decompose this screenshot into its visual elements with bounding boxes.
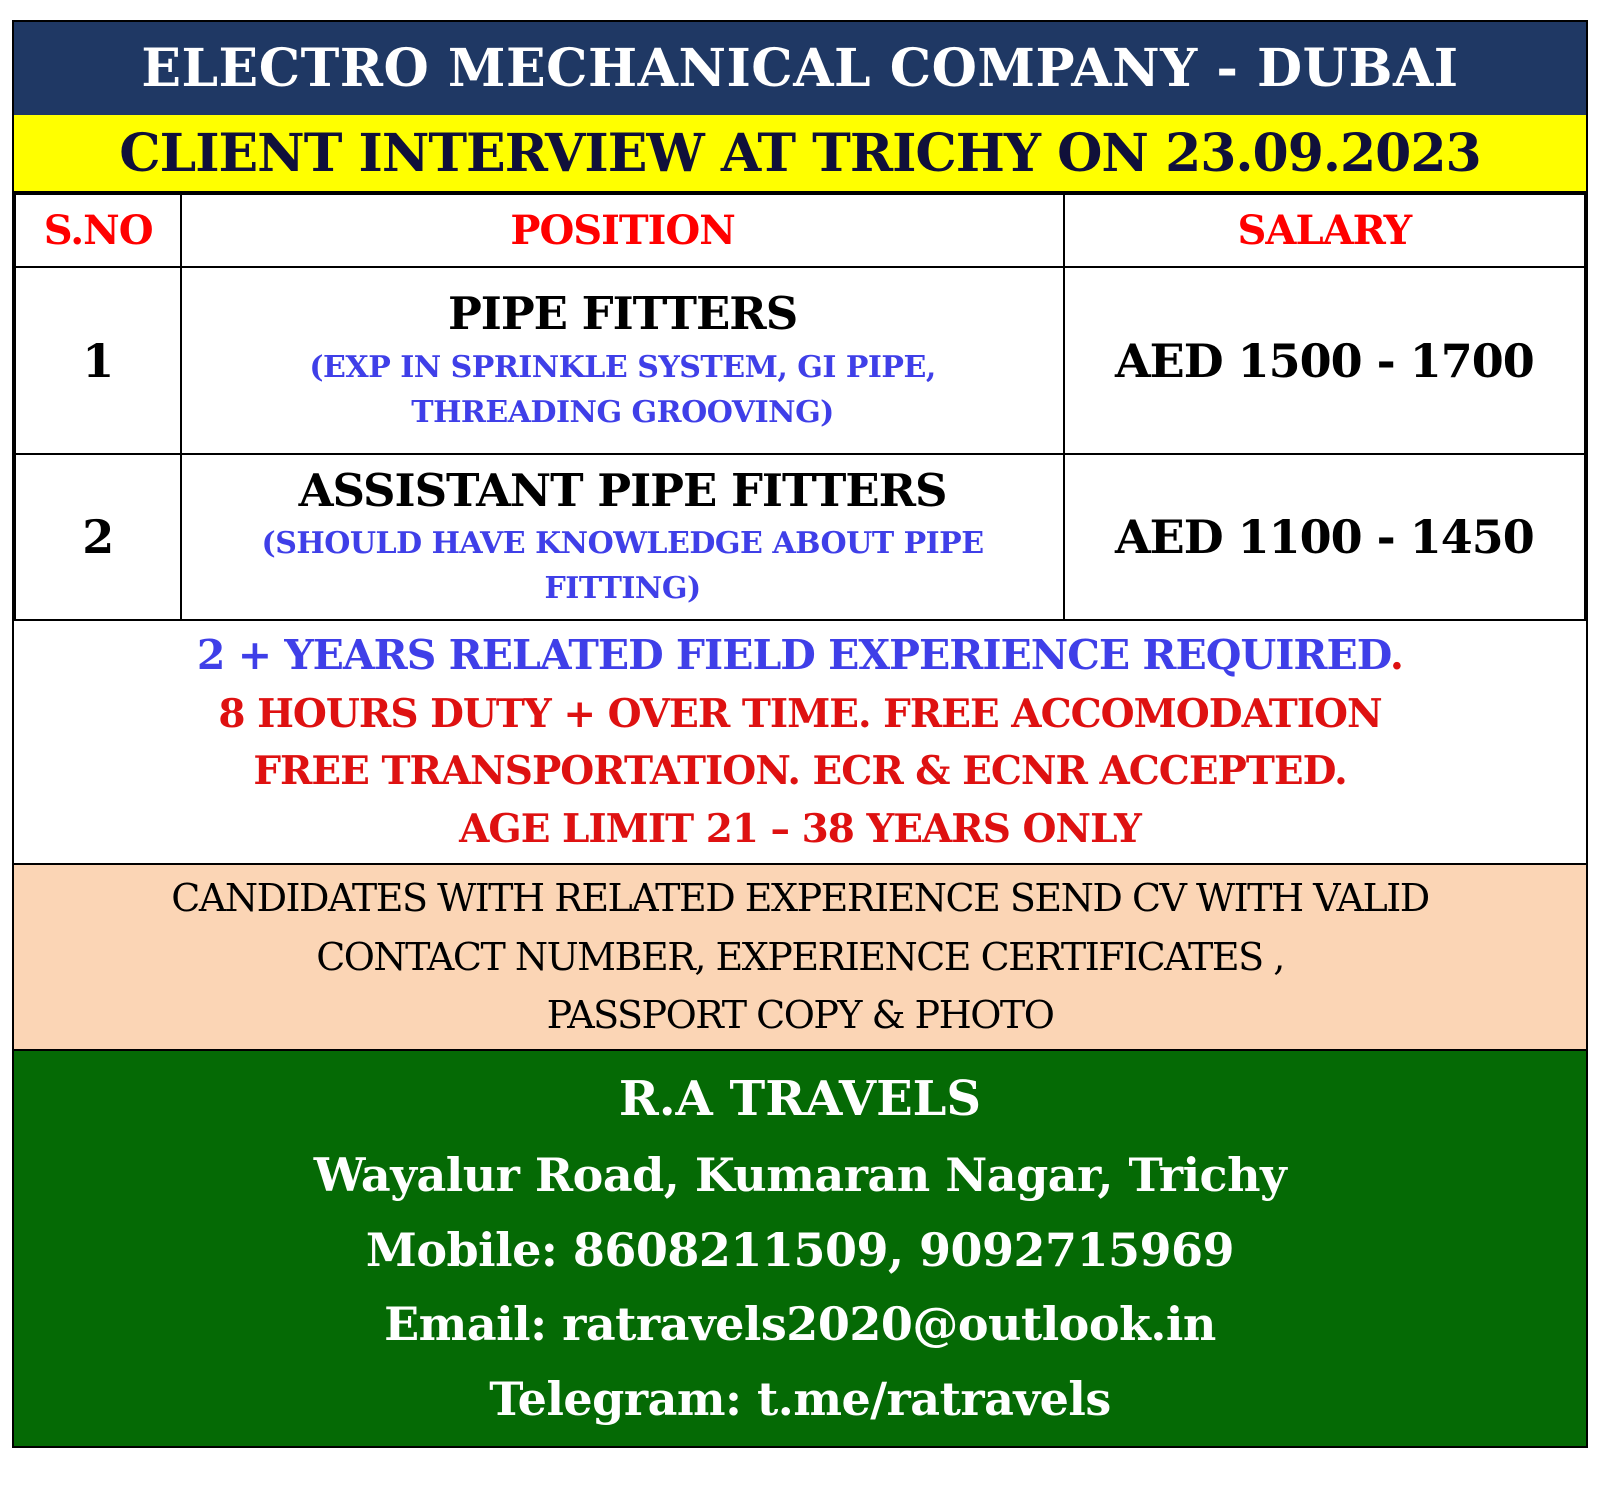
age-limit-line: AGE LIMIT 21 – 38 YEARS ONLY (459, 806, 1141, 853)
agency-name: R.A TRAVELS (618, 1070, 982, 1127)
row-position-cell (181, 454, 1063, 620)
cv-instruction-line: PASSPORT COPY & PHOTO (546, 993, 1054, 1038)
cv-instruction-line: CONTACT NUMBER, EXPERIENCE CERTIFICATES , (316, 934, 1284, 979)
row-position-cell (181, 267, 1063, 454)
positions-table (14, 193, 1586, 621)
job-advert-poster (12, 20, 1588, 1448)
column-header-salary: SALARY (1064, 194, 1585, 267)
experience-required-text: 2 + YEARS RELATED FIELD EXPERIENCE REQUIRED (196, 631, 1390, 680)
column-header-sno: S.NO (15, 194, 181, 267)
agency-footer (14, 1051, 1586, 1446)
agency-telegram: Telegram: t.me/ratravels (489, 1371, 1111, 1426)
interview-notice-banner: CLIENT INTERVIEW AT TRICHY ON 23.09.2023 (14, 115, 1586, 193)
cv-instructions-section (14, 865, 1586, 1051)
agency-mobile: Mobile: 8608211509, 9092715969 (365, 1222, 1235, 1277)
row-salary: AED 1500 - 1700 (1064, 267, 1585, 454)
column-header-position: POSITION (181, 194, 1063, 267)
table-row (15, 267, 1585, 454)
row-sno: 2 (15, 454, 181, 620)
agency-email: Email: ratravels2020@outlook.in (384, 1297, 1216, 1352)
company-banner: ELECTRO MECHANICAL COMPANY - DUBAI (14, 22, 1586, 115)
requirements-section (14, 621, 1586, 865)
transport-ecr-line: FREE TRANSPORTATION. ECR & ECNR ACCEPTED. (253, 748, 1347, 795)
duty-accommodation-line: 8 HOURS DUTY + OVER TIME. FREE ACCOMODATION (218, 690, 1382, 737)
cv-instruction-line: CANDIDATES WITH RELATED EXPERIENCE SEND CV WITH VALID (171, 875, 1429, 920)
agency-address: Wayalur Road, Kumaran Nagar, Trichy (313, 1148, 1287, 1203)
experience-required-line (197, 625, 1403, 686)
table-header-row (15, 194, 1585, 267)
row-sno: 1 (15, 267, 181, 454)
table-row (15, 454, 1585, 620)
experience-required-period: . (1389, 631, 1404, 680)
position-detail: (EXP IN SPRINKLE SYSTEM, GI PIPE, THREADING GROOVING) (309, 349, 936, 430)
position-detail: (SHOULD HAVE KNOWLEDGE ABOUT PIPE FITTING) (261, 526, 984, 607)
position-title: ASSISTANT PIPE FITTERS (298, 463, 947, 517)
row-salary: AED 1100 - 1450 (1064, 454, 1585, 620)
position-title: PIPE FITTERS (447, 287, 798, 341)
